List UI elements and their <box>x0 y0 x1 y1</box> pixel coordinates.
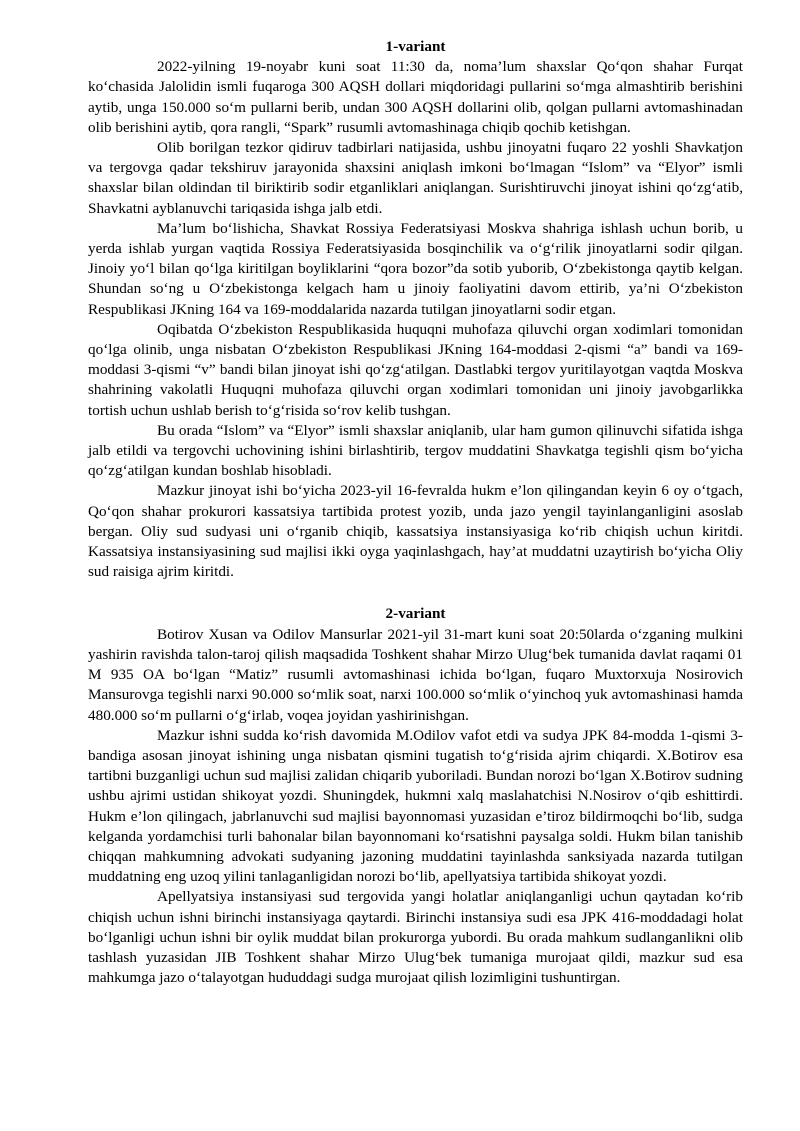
variant-1-paragraph-4: Oqibatda O‘zbekiston Respublikasida huquqni muhofaza qiluvchi organ xodimlari tomonidan qo‘lga olinib, unga nisbatan O‘zbekiston Respublikasi JKning 164-moddasi 2-qismi “a” bandi va 169-moddasi 3-qismi “v” bandi bilan jinoyat ishi qo‘zg‘atilgan. Dastlabki tergov yuritilayotgan vaqtda Moskva shahrining vakolatli Huquqni muhofaza qiluvchi organ xodimlari tomonidan uni jinoiy javobgarlikka tortish uchun ushlab berish to‘g‘risida so‘rov kelib tushgan. <box>88 320 743 419</box>
variant-2-section <box>88 604 743 988</box>
variant-1-paragraph-2: Olib borilgan tezkor qidiruv tadbirlari natijasida, ushbu jinoyatni fuqaro 22 yoshli Shavkatjon va tergovga qadar tekshiruv jarayonida shaxsini aniqlash imkoni bo‘lmagan “Islom” va “Elyor” ismli shaxslar bilan oldindan til biriktirib sodir etganliklari aniqlangan. Surishtiruvchi jinoyat ishini qo‘zg‘atib, Shavkatni ayblanuvchi tariqasida ishga jalb etdi. <box>88 139 743 217</box>
variant-1-heading: 1-variant <box>385 38 446 55</box>
variant-2-paragraph-1: Botirov Xusan va Odilov Mansurlar 2021-yil 31-mart kuni soat 20:50larda o‘zganing mulkini yashirin ravishda talon-taroj qilish maqsadida Toshkent shahar Mirzo Ulug‘bek tumanida davlat raqami 01 M 935 OA bo‘lgan “Matiz” rusumli avtomashinasi ichida bo‘lgan, fuqaro Muxtorxuja Nosirovich Mansurovga tegishli narxi 90.000 so‘mlik soat, narxi 100.000 so‘mlik o‘yinchoq yuk avtomashinasi hamda 480.000 so‘m pullarni o‘g‘irlab, voqea joyidan yashirinishgan. <box>88 625 743 724</box>
variant-2-heading: 2-variant <box>385 605 446 623</box>
section-spacer <box>88 582 743 604</box>
variant-1-paragraph-6: Mazkur jinoyat ishi bo‘yicha 2023-yil 16-fevralda hukm e’lon qilingandan keyin 6 oy o‘tgach, Qo‘qon shahar prokurori kassatsiya tartibida protest yozib, unda jazo yengil tayinlanganligini asoslab bergan. Oliy sud sudyasi uni o‘rganib chiqib, kassatsiya instansiyasiga ko‘rib chiqish uchun kiritdi. Kassatsiya instansiyasining sud majlisi ikki oyga yaqinlashgach, hay’at muddatni uzaytirish bo‘yicha Oliy sud raisiga ajrim kiritdi. <box>88 482 743 581</box>
variant-1-paragraph-3: Ma’lum bo‘lishicha, Shavkat Rossiya Federatsiyasi Moskva shahriga ishlash uchun borib, u yerda ishlab yurgan vaqtida Rossiya Federatsiyasida bosqinchilik va o‘g‘rilik jinoyatlarni sodir qilgan. Jinoiy yo‘l bilan qo‘lga kiritilgan boyliklarini “qora bozor”da sotib yuborib, O‘zbekistonga qaytib kelgan. Shundan so‘ng u O‘zbekistonga kelgach ham u jinoiy faoliyatini davom ettirib, ya’ni O‘zbekiston Respublikasi JKning 164 va 169-moddalarida nazarda tutilgan jinoyatlarni sodir etgan. <box>88 219 743 318</box>
variant-1-section <box>88 37 743 582</box>
variant-1-paragraph-1: 2022-yilning 19-noyabr kuni soat 11:30 da, noma’lum shaxslar Qo‘qon shahar Furqat ko‘chasida Jalolidin ismli fuqaroga 300 AQSH dollari miqdoridagi pullarini so‘mga almashtirib berishini aytib, unga 150.000 so‘m pullarni berib, undan 300 AQSH dollarini olib, qolgan pullarni avtomashinadan olib berishini aytib, qora rangli, “Spark” rusumli avtomashinaga chiqib qochib ketishgan. <box>88 58 743 136</box>
variant-1-paragraph-5: Bu orada “Islom” va “Elyor” ismli shaxslar aniqlanib, ular ham gumon qilinuvchi sifatida ishga jalb etildi va tergovchi uchovining ishini birlashtirib, tergov muddatini Shavkatga tegishli qism bo‘yicha qo‘zg‘atilgan kundan boshlab hisobladi. <box>88 421 743 480</box>
variant-2-paragraph-3: Apellyatsiya instansiyasi sud tergovida yangi holatlar aniqlanganligi uchun qaytadan ko‘rib chiqish uchun ishni birinchi instansiyaga qaytardi. Birinchi instansiya sudi esa JPK 416-moddadagi holat bo‘lganligi uchun ishni bir oylik muddat bilan prokurorga yubordi. Bu orada mahkum sudlanganlikni olib tashlash yuzasidan JIB Toshkent shahar Mirzo Ulug‘bek tumaniga murojaat qildi, mazkur sud esa mahkumga jazo o‘talayotgan hududdagi sudga murojaat qilish lozimligini tushuntirgan. <box>88 888 743 987</box>
variant-2-paragraph-2: Mazkur ishni sudda ko‘rish davomida M.Odilov vafot etdi va sudya JPK 84-modda 1-qismi 3-bandiga asosan jinoyat ishining unga nisbatan qismini tugatish to‘g‘risida ajrim chiqardi. X.Botirov esa tartibni buzganligi uchun sud majlisi zalidan chiqarib yuboriladi. Bundan norozi bo‘lgan X.Botirov sudning ushbu ajrimi ustidan shikoyat yozdi. Shuningdek, hukmni xalq maslahatchisi N.Nosirov o‘qib eshittirdi. Hukm e’lon qilingach, jabrlanuvchi sud majlisi bayonnomasi yuzasidan e’tiroz bildirmoqchi bo‘lib, sudga kelganda yordamchisi turli bahonalar bilan bayonnomani ko‘rsatishni paysalga soldi. Hukm bilan tanishib chiqqan mahkumning advokati sudyaning jazoning muddatini tayinlashda sanksiyada nazarda tutilgan muddatning eng uzoq yilini tanlaganligidan norozi bo‘lib, apellyatsiya tartibida shikoyat yozdi. <box>88 726 743 886</box>
